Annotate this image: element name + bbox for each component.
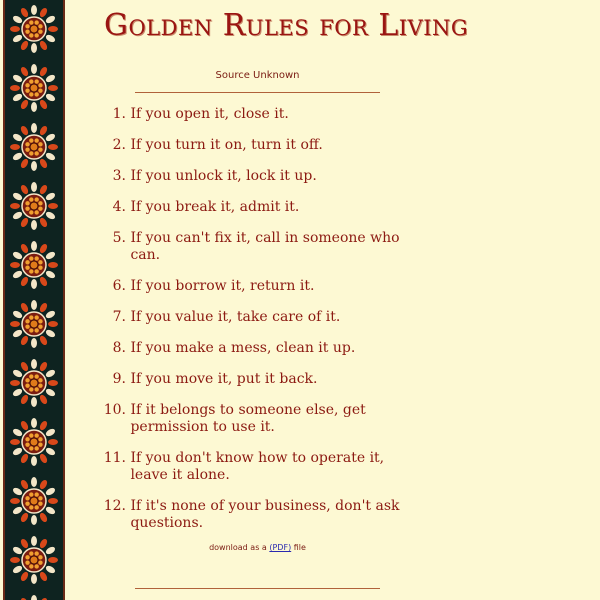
list-item	[100, 168, 410, 185]
rules-list	[100, 106, 410, 546]
rule-number: 7.	[112, 309, 126, 325]
rule-number: 10.	[103, 402, 126, 418]
decorative-border	[0, 0, 65, 600]
rule-number: 6.	[112, 278, 126, 294]
rule-number: 8.	[112, 340, 126, 356]
rule-text: If you borrow it, return it.	[130, 278, 315, 294]
rule-text: If you break it, admit it.	[130, 199, 300, 215]
rule-text: If you make a mess, clean it up.	[130, 340, 356, 356]
list-item	[100, 498, 410, 532]
page-title: Golden Rules for Living	[104, 8, 469, 43]
rule-text: If you open it, close it.	[130, 106, 289, 122]
list-item	[100, 278, 410, 295]
list-item	[100, 309, 410, 326]
list-item	[100, 450, 410, 484]
rule-number: 1.	[112, 106, 126, 122]
rule-number: 9.	[112, 371, 126, 387]
download-suffix: file	[291, 543, 306, 552]
rule-text: If it's none of your business, don't ask questions.	[130, 498, 400, 531]
download-prefix: download as a	[209, 543, 270, 552]
source-attribution: Source Unknown	[215, 70, 300, 81]
divider-top	[135, 92, 380, 93]
mandala-ornament-icon	[10, 477, 58, 525]
rule-text: If you don't know how to operate it, leave it alone.	[130, 450, 385, 483]
rule-text: If you can't fix it, call in someone who can.	[130, 230, 400, 263]
list-item	[100, 371, 410, 388]
rule-number: 5.	[112, 230, 126, 246]
mandala-ornament-icon	[10, 64, 58, 112]
mandala-ornament-icon	[10, 300, 58, 348]
rule-number: 4.	[112, 199, 126, 215]
list-item	[100, 106, 410, 123]
mandala-ornament-icon	[10, 359, 58, 407]
rule-text: If you move it, put it back.	[130, 371, 318, 387]
mandala-ornament-icon	[10, 241, 58, 289]
list-item	[100, 137, 410, 154]
list-item	[100, 340, 410, 357]
rule-text: If you value it, take care of it.	[130, 309, 341, 325]
mandala-ornament-icon	[10, 595, 58, 600]
list-item	[100, 402, 410, 436]
list-item	[100, 199, 410, 216]
mandala-ornament-icon	[10, 536, 58, 584]
rule-number: 2.	[112, 137, 126, 153]
rule-number: 12.	[103, 498, 126, 514]
rule-text: If you unlock it, lock it up.	[130, 168, 317, 184]
rule-text: If it belongs to someone else, get permission to use it.	[130, 402, 366, 435]
pdf-download-link[interactable]: (PDF)	[269, 543, 292, 552]
ornament-band	[3, 0, 65, 600]
list-item	[100, 230, 410, 264]
mandala-ornament-icon	[10, 123, 58, 171]
mandala-ornament-icon	[10, 418, 58, 466]
mandala-ornament-icon	[10, 5, 58, 53]
divider-bottom	[135, 588, 380, 589]
download-line	[135, 543, 380, 552]
rule-text: If you turn it on, turn it off.	[130, 137, 323, 153]
mandala-ornament-icon	[10, 182, 58, 230]
rule-number: 11.	[103, 450, 126, 466]
rule-number: 3.	[112, 168, 126, 184]
mandala-ornament-icon	[5, 0, 63, 600]
